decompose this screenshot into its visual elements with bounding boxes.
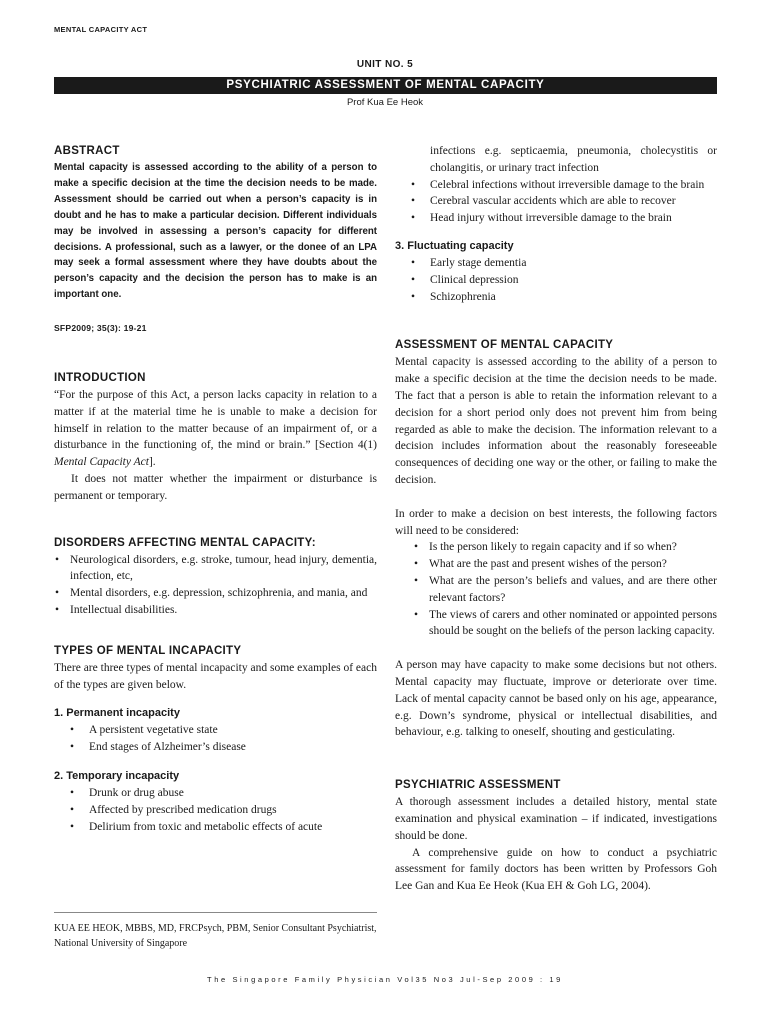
left-column: [54, 143, 377, 835]
fluctuating-heading: 3. Fluctuating capacity: [395, 239, 514, 252]
list-item: • What are the past and present wishes of the person?: [413, 556, 717, 573]
temporary-list: [54, 785, 377, 835]
psychiatric-heading: PSYCHIATRIC ASSESSMENT: [395, 779, 561, 792]
temporary-list-continued: infections e.g. septicaemia, pneumonia, cholecystitis or cholangitis, or urinary tract infection: [430, 145, 717, 174]
right-column: [395, 143, 717, 895]
disorders-heading: DISORDERS AFFECTING MENTAL CAPACITY:: [54, 536, 316, 549]
author-affiliation: KUA EE HEOK, MBBS, MD, FRCPsych, PBM, Senior Consultant Psychiatrist, National University of Singapore: [54, 923, 377, 949]
temporary-list-2: [395, 177, 717, 227]
article-title: PSYCHIATRIC ASSESSMENT OF MENTAL CAPACITY: [54, 77, 717, 94]
fluctuating-list: [395, 255, 717, 305]
types-intro: There are three types of mental incapacity and some examples of each of the types are given below.: [54, 661, 377, 691]
abstract-text: Mental capacity is assessed according to the ability of a person to make a specific decision at the time the decision needs to be made. Assessment should be carried out when a person’s capacity is in doubt and he has to make a particular decision. Different individuals may be involved in assessing a person’s capacity for different decisions. A professional, such as a lawyer, or the donee of an LPA may seek a formal assessment where they have doubts about the person’s capacity and the decision the person has to make is an important one.: [54, 162, 377, 301]
assessment-para-3: A person may have capacity to make some decisions but not others. Mental capacity may fluctuate, improve or deteriorate over time. Lack of mental capacity cannot be based only on his age, appearance, e.g. Down’s syndrome, physical or intellectual disabilities, and behaviour, e.g. talking to oneself, shouting and gesticulating.: [395, 659, 717, 739]
introduction-para: It does not matter whether the impairment or disturbance is permanent or temporary.: [54, 472, 377, 502]
quote-end: ].: [148, 456, 156, 469]
list-item: • Affected by prescribed medication drugs: [54, 802, 377, 819]
introduction-quote: [54, 387, 377, 471]
assessment-para-2: In order to make a decision on best interests, the following factors will need to be considered:: [395, 507, 717, 537]
psychiatric-para-1: A thorough assessment includes a detailed history, mental state examination and physical examination – if indicated, investigations should be done.: [395, 796, 717, 842]
types-heading: TYPES OF MENTAL INCAPACITY: [54, 644, 242, 657]
psychiatric-para-2: A comprehensive guide on how to conduct a psychiatric assessment for family doctors has been written by Professors Goh Lee Gan and Kua Ee Heok (Kua EH & Goh LG, 2004).: [395, 846, 717, 893]
temporary-heading: 2. Temporary incapacity: [54, 769, 180, 782]
journal-footer: The Singapore Family Physician Vol35 No3 Jul-Sep 2009 : 19: [207, 975, 563, 984]
list-item: • Delirium from toxic and metabolic effects of acute: [54, 819, 377, 836]
introduction-heading: INTRODUCTION: [54, 371, 146, 384]
list-item: • Celebral infections without irreversible damage to the brain: [395, 177, 717, 194]
citation: SFP2009; 35(3): 19-21: [54, 323, 147, 334]
list-item: • Mental disorders, e.g. depression, schizophrenia, and mania, and: [54, 585, 377, 602]
list-item: • Neurological disorders, e.g. stroke, tumour, head injury, dementia, infection, etc,: [54, 552, 377, 586]
quote-reference: Mental Capacity Act: [54, 456, 149, 469]
list-item: • What are the person’s beliefs and values, and are there other relevant factors?: [413, 573, 717, 607]
assessment-para-1: Mental capacity is assessed according to the ability of a person to make a specific decision at the time the decision needs to be made. The fact that a person is able to retain the information relevant to a decision for a short period only does not prevent him from being regarded as able to make the decision. The information relevant to a decision includes information about the reasonably foreseeable consequences of deciding one way or the other, or failing to make the decision.: [395, 356, 717, 486]
list-item: • Cerebral vascular accidents which are able to recover: [395, 193, 717, 210]
unit-number: UNIT NO. 5: [356, 59, 414, 70]
list-item: • The views of carers and other nominated or appointed persons should be sought on the beliefs of the person lacking capacity.: [413, 607, 717, 641]
running-head: MENTAL CAPACITY ACT: [54, 25, 148, 34]
list-item: • Is the person likely to regain capacity and if so when?: [413, 539, 717, 556]
list-item: • Early stage dementia: [395, 255, 717, 272]
list-item: • Clinical depression: [395, 272, 717, 289]
permanent-list: [54, 722, 377, 756]
abstract-heading: ABSTRACT: [54, 145, 120, 157]
disorders-list: [54, 552, 377, 619]
assessment-heading: ASSESSMENT OF MENTAL CAPACITY: [395, 339, 614, 352]
list-item: • A persistent vegetative state: [54, 722, 377, 739]
list-item: • End stages of Alzheimer’s disease: [54, 739, 377, 756]
permanent-heading: 1. Permanent incapacity: [54, 707, 180, 720]
factors-list: [395, 539, 717, 640]
footnote-divider: [54, 912, 377, 913]
list-item: • Drunk or drug abuse: [54, 785, 377, 802]
article-author: Prof Kua Ee Heok: [346, 97, 424, 108]
list-item: • Intellectual disabilities.: [54, 602, 377, 619]
list-item: • Head injury without irreversible damage to the brain: [395, 210, 717, 227]
list-item: • Schizophrenia: [395, 289, 717, 306]
quote-text: “For the purpose of this Act, a person lacks capacity in relation to a matter if at the material time he is unable to make a decision for himself in relation to the matter because of an impairment of, or a disturbance in the functioning of, the mind or brain.” [Section 4(1): [54, 388, 377, 452]
